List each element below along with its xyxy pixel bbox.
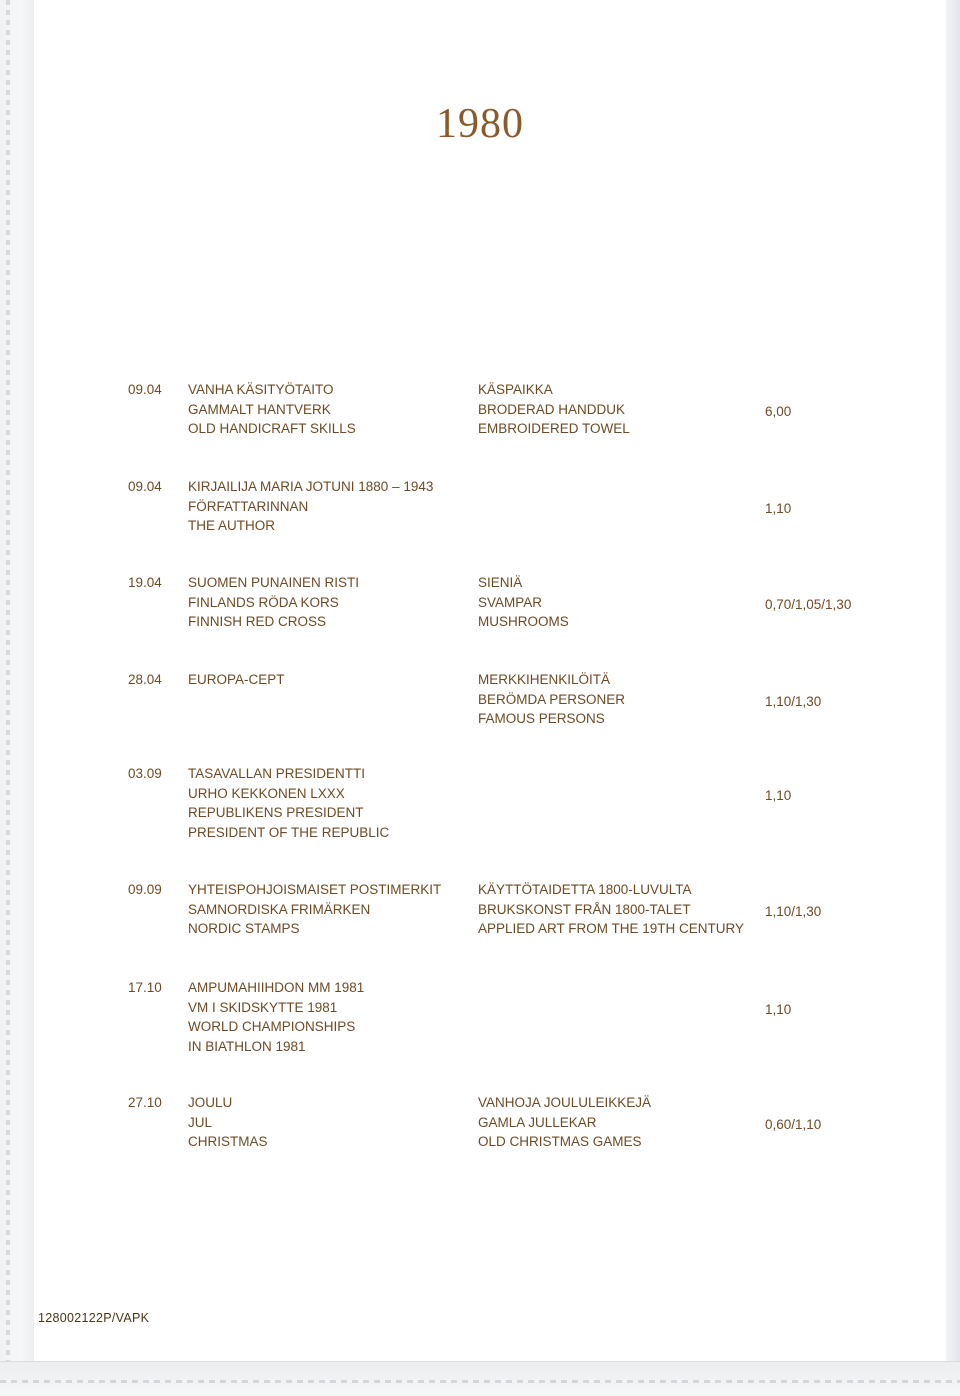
design-line: OLD CHRISTMAS GAMES bbox=[478, 1134, 642, 1149]
issue-design bbox=[478, 670, 758, 729]
subject-line: KIRJAILIJA MARIA JOTUNI 1880 – 1943 bbox=[188, 479, 434, 494]
design-line: BERÖMDA PERSONER bbox=[478, 691, 626, 707]
issue-design bbox=[478, 573, 758, 632]
design-line: BRODERAD HANDDUK bbox=[478, 401, 626, 417]
subject-line: EUROPA-CEPT bbox=[188, 672, 285, 687]
issue-date: 09.04 bbox=[128, 382, 162, 397]
design-line: SVAMPAR bbox=[478, 594, 543, 610]
issue-subject bbox=[188, 978, 468, 1056]
issue-design bbox=[478, 880, 758, 939]
design-line: SIENIÄ bbox=[478, 575, 523, 590]
subject-line: VM I SKIDSKYTTE 1981 bbox=[188, 999, 338, 1015]
subject-line: JOULU bbox=[188, 1095, 233, 1110]
subject-line: JUL bbox=[188, 1114, 213, 1130]
subject-line: CHRISTMAS bbox=[188, 1134, 268, 1149]
design-line: GAMLA JULLEKAR bbox=[478, 1114, 597, 1130]
subject-line: URHO KEKKONEN LXXX bbox=[188, 785, 345, 801]
design-line: APPLIED ART FROM THE 19TH CENTURY bbox=[478, 921, 745, 936]
page-title: 1980 bbox=[436, 101, 524, 147]
issue-date: 19.04 bbox=[128, 575, 162, 590]
subject-line: VANHA KÄSITYÖTAITO bbox=[188, 382, 334, 397]
subject-line: AMPUMAHIIHDON MM 1981 bbox=[188, 980, 365, 995]
issue-date: 28.04 bbox=[128, 672, 162, 687]
design-line: VANHOJA JOULULEIKKEJÄ bbox=[478, 1095, 652, 1110]
issue-design bbox=[478, 1093, 758, 1152]
subject-line: SAMNORDISKA FRIMÄRKEN bbox=[188, 901, 371, 917]
issue-date: 03.09 bbox=[128, 766, 162, 781]
issue-subject bbox=[188, 880, 468, 939]
issue-value: 6,00 bbox=[765, 403, 792, 419]
issue-value: 0,70/1,05/1,30 bbox=[765, 596, 852, 612]
design-line: MERKKIHENKILÖITÄ bbox=[478, 672, 611, 687]
issue-design bbox=[478, 380, 758, 439]
issue-date: 17.10 bbox=[128, 980, 162, 995]
issue-subject bbox=[188, 573, 468, 632]
subject-line: TASAVALLAN PRESIDENTTI bbox=[188, 766, 366, 781]
subject-line: WORLD CHAMPIONSHIPS bbox=[188, 1019, 356, 1034]
issue-date: 09.09 bbox=[128, 882, 162, 897]
design-line: BRUKSKONST FRÅN 1800-TALET bbox=[478, 901, 691, 917]
issue-subject bbox=[188, 477, 468, 536]
design-line: KÄSPAIKKA bbox=[478, 382, 553, 397]
issue-value: 1,10/1,30 bbox=[765, 693, 822, 709]
issue-subject bbox=[188, 764, 468, 842]
footer-code: 128002122P/VAPK bbox=[38, 1311, 150, 1325]
issue-subject bbox=[188, 670, 468, 690]
subject-line: PRESIDENT OF THE REPUBLIC bbox=[188, 824, 390, 840]
subject-line: FINLANDS RÖDA KORS bbox=[188, 594, 339, 610]
subject-line: IN BIATHLON 1981 bbox=[188, 1038, 306, 1054]
subject-line: THE AUTHOR bbox=[188, 518, 276, 533]
subject-line: SUOMEN PUNAINEN RISTI bbox=[188, 575, 360, 590]
subject-line: OLD HANDICRAFT SKILLS bbox=[188, 421, 356, 436]
issue-date: 09.04 bbox=[128, 479, 162, 494]
design-line: MUSHROOMS bbox=[478, 614, 569, 629]
issue-value: 1,10/1,30 bbox=[765, 903, 822, 919]
sleeve-left-edge bbox=[0, 0, 35, 1396]
sleeve-bottom-edge bbox=[0, 1361, 960, 1396]
issue-value: 1,10 bbox=[765, 1001, 792, 1017]
subject-line: REPUBLIKENS PRESIDENT bbox=[188, 805, 364, 820]
design-line: KÄYTTÖTAIDETTA 1800-LUVULTA bbox=[478, 882, 692, 897]
sleeve-right-edge bbox=[945, 0, 960, 1396]
design-line: FAMOUS PERSONS bbox=[478, 711, 605, 726]
issue-value: 0,60/1,10 bbox=[765, 1116, 822, 1132]
subject-line: FÖRFATTARINNAN bbox=[188, 498, 309, 514]
issue-subject bbox=[188, 1093, 468, 1152]
subject-line: YHTEISPOHJOISMAISET POSTIMERKIT bbox=[188, 882, 442, 897]
issue-subject bbox=[188, 380, 468, 439]
issue-value: 1,10 bbox=[765, 787, 792, 803]
design-line: EMBROIDERED TOWEL bbox=[478, 421, 630, 436]
issue-date: 27.10 bbox=[128, 1095, 162, 1110]
issue-value: 1,10 bbox=[765, 500, 792, 516]
subject-line: FINNISH RED CROSS bbox=[188, 614, 327, 629]
subject-line: NORDIC STAMPS bbox=[188, 921, 300, 936]
subject-line: GAMMALT HANTVERK bbox=[188, 401, 331, 417]
